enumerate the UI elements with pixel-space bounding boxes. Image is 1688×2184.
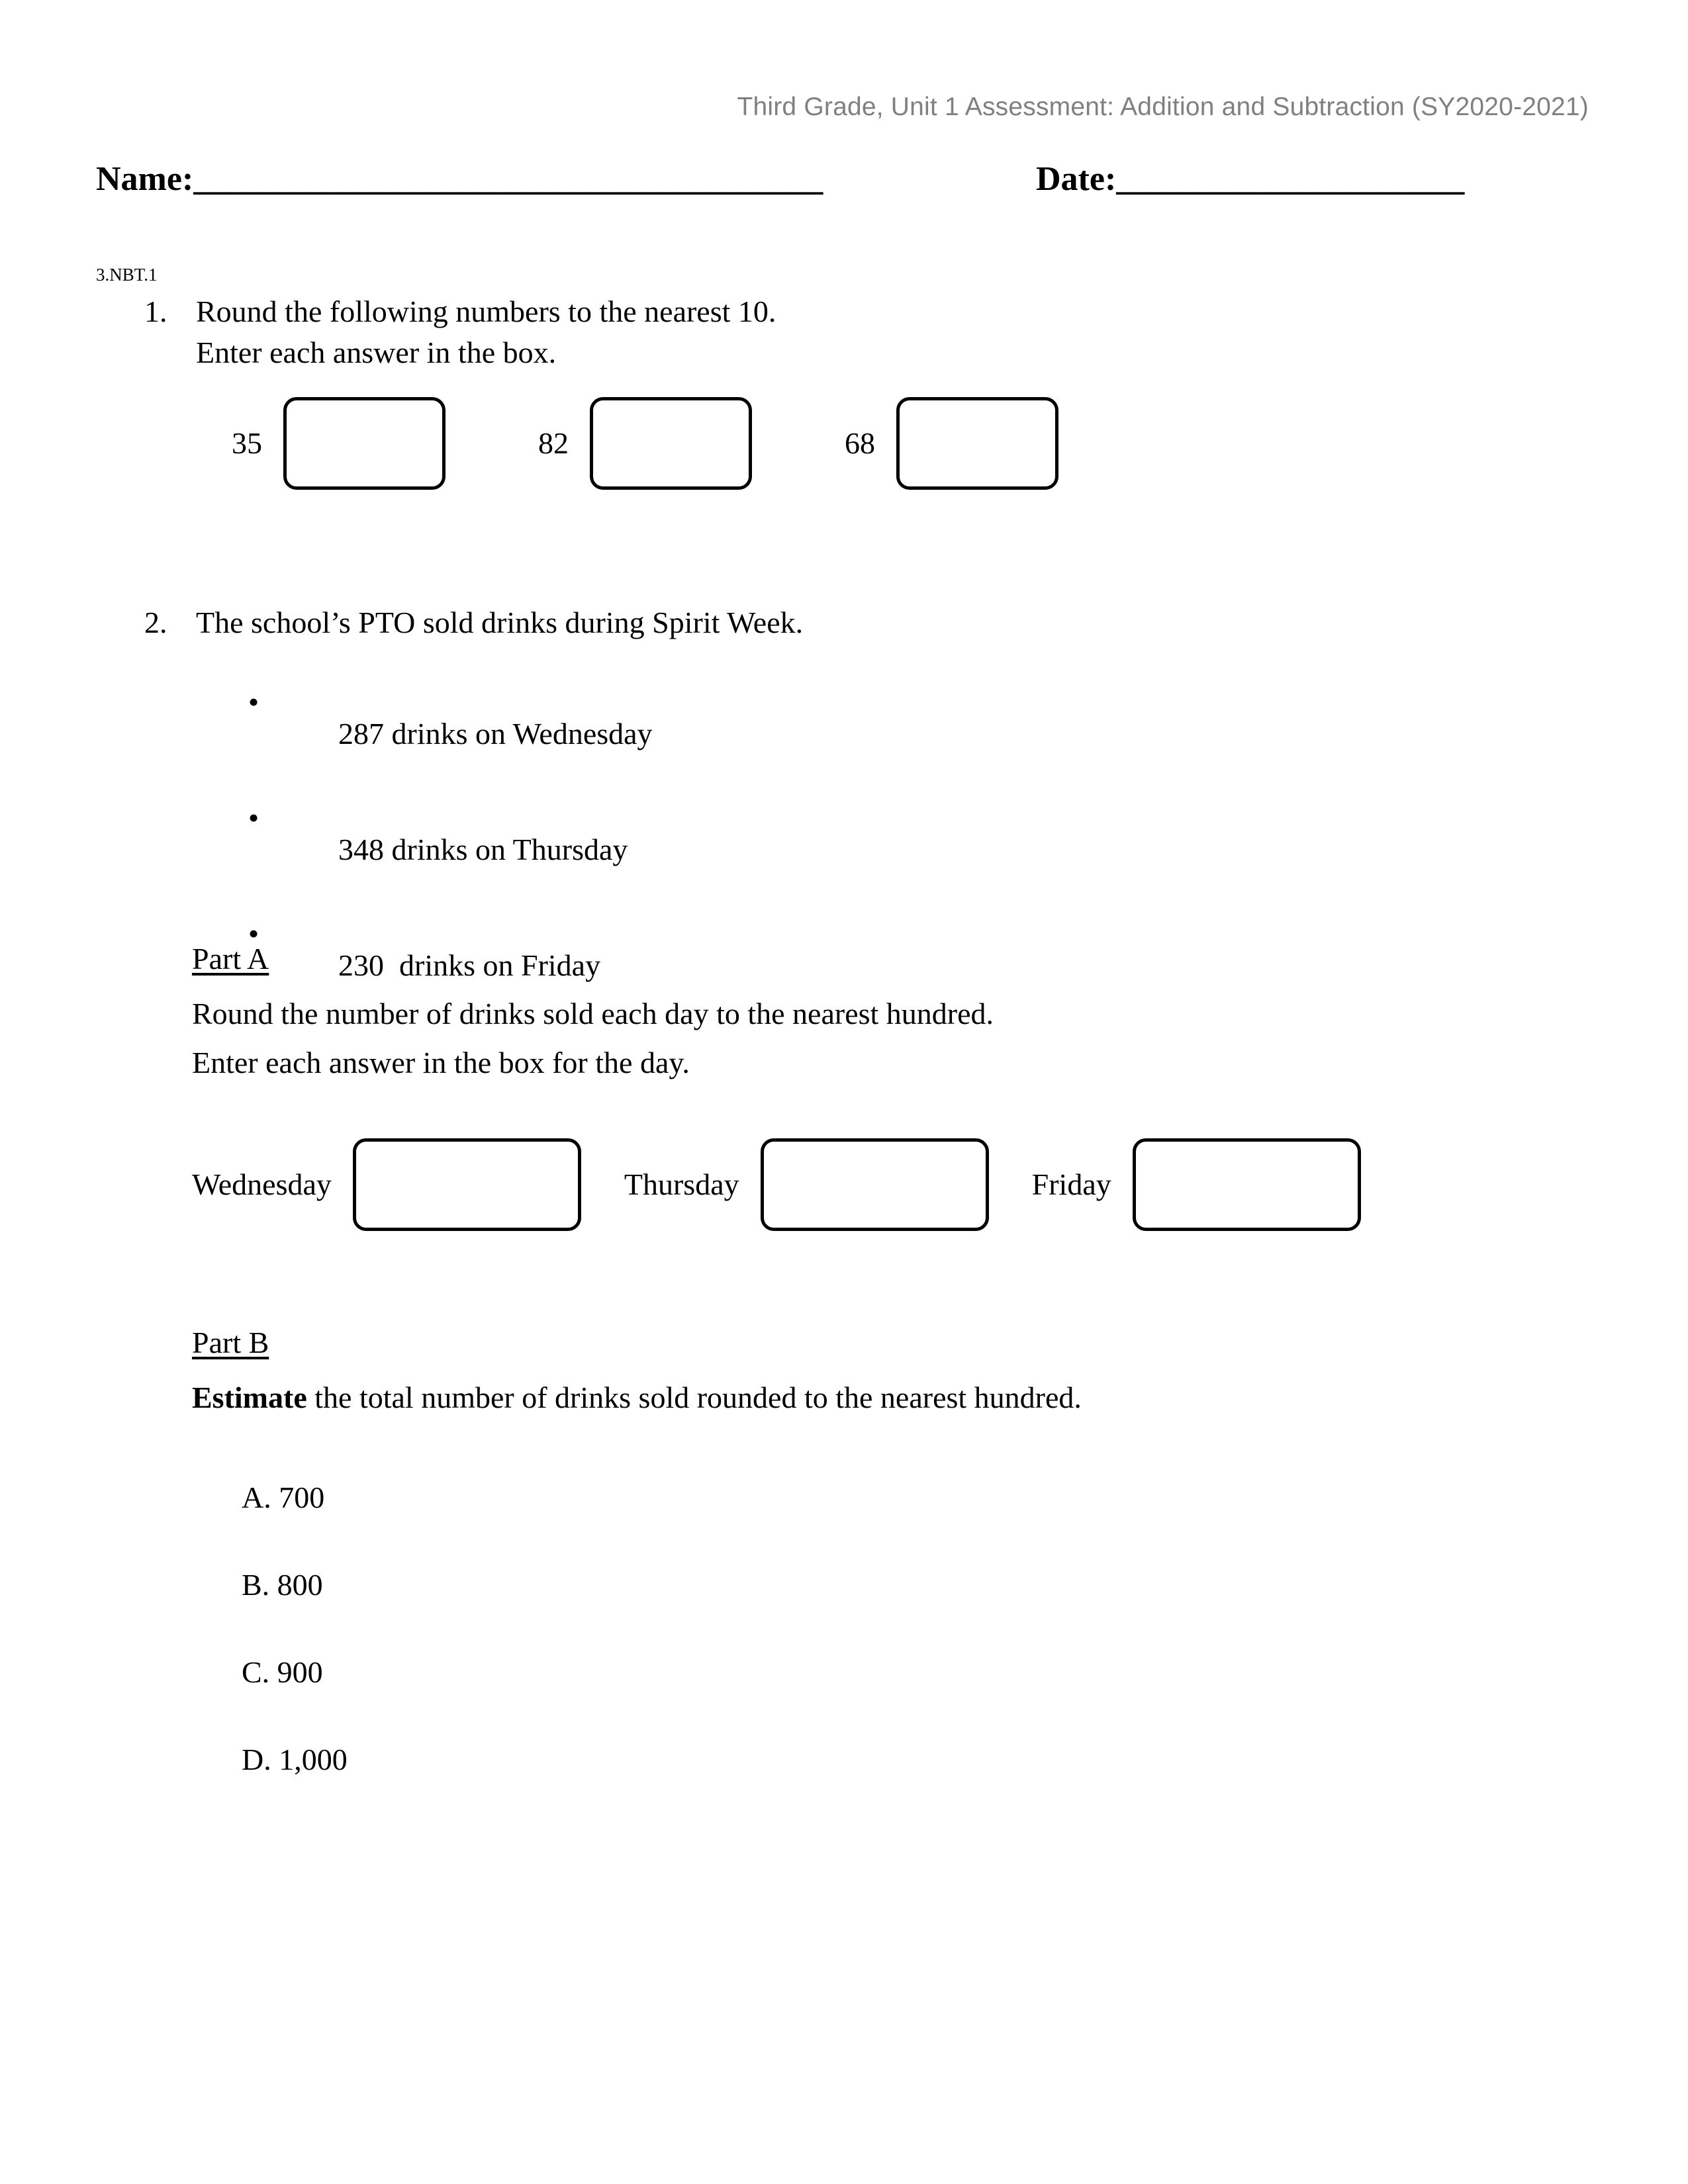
question-1 [144,291,776,373]
answer-pair-82 [538,397,752,490]
part-a-block [192,940,994,1083]
question-1-line-1: Round the following numbers to the nearest 10. [196,295,776,328]
date-field-group [1036,162,1464,197]
day-label-wednesday: Wednesday [192,1167,332,1201]
date-write-line[interactable]: _____________________ [1116,160,1464,198]
answer-pair-thursday [624,1138,989,1231]
choice-option-b[interactable]: B. 800 [242,1568,323,1602]
question-2-number: 2. [144,606,167,639]
answer-box-35[interactable] [283,397,445,490]
answer-box-68[interactable] [896,397,1058,490]
choice-option-a[interactable]: A. 700 [242,1480,325,1514]
part-a-line-2: Enter each answer in the box for the day. [192,1046,690,1080]
name-write-line[interactable]: ______________________________________ [193,160,823,198]
answer-pair-friday [1032,1138,1361,1231]
name-date-row [96,162,1585,222]
name-label: Name: [96,160,194,198]
day-label-friday: Friday [1031,1167,1111,1201]
answer-box-wednesday[interactable] [353,1138,581,1231]
question-2-text [196,602,803,643]
number-label-82: 82 [538,426,569,460]
answer-box-thursday[interactable] [761,1138,989,1231]
question-2 [144,602,803,643]
part-b-block [192,1324,1082,1418]
answer-pair-35 [232,397,445,490]
question-1-number: 1. [144,295,167,328]
question-2-stem: The school’s PTO sold drinks during Spirit Week. [196,606,804,639]
part-b-prompt [192,1378,1082,1418]
answer-pair-68 [845,397,1058,490]
choice-option-d[interactable]: D. 1,000 [242,1743,348,1776]
part-b-prompt-bold: Estimate [192,1380,307,1414]
bullet-dot-icon: • [248,801,259,835]
question-1-answer-row [232,397,1058,490]
day-label-thursday: Thursday [624,1167,739,1201]
part-a-heading: Part A [192,942,269,976]
part-a-answer-row [192,1138,1361,1231]
part-b-prompt-rest: the total number of drinks sold rounded to the nearest hundred. [306,1380,1082,1414]
part-b-heading: Part B [192,1326,269,1359]
list-item-label: 287 drinks on Wednesday [338,717,653,751]
answer-pair-wednesday [192,1138,581,1231]
list-item [248,685,653,780]
list-item-label: 348 drinks on Thursday [338,833,628,866]
name-field-group [96,162,822,197]
number-label-35: 35 [232,426,262,460]
list-item [248,801,653,895]
part-b-choice-list [242,1482,348,1832]
part-a-line-1: Round the number of drinks sold each day to the nearest hundred. [192,996,994,1030]
choice-option-c[interactable]: C. 900 [242,1655,323,1689]
number-label-68: 68 [845,426,875,460]
bullet-dot-icon: • [248,917,259,950]
answer-box-82[interactable] [590,397,752,490]
question-1-text [196,291,776,373]
answer-box-friday[interactable] [1133,1138,1361,1231]
standard-code: 3.NBT.1 [96,265,158,285]
document-header: Third Grade, Unit 1 Assessment: Addition and Subtraction (SY2020-2021) [737,93,1589,121]
bullet-dot-icon: • [248,685,259,719]
list-item-label: 230 drinks on Friday [338,948,601,982]
date-label: Date: [1036,160,1117,198]
question-1-line-2: Enter each answer in the box. [196,336,557,370]
